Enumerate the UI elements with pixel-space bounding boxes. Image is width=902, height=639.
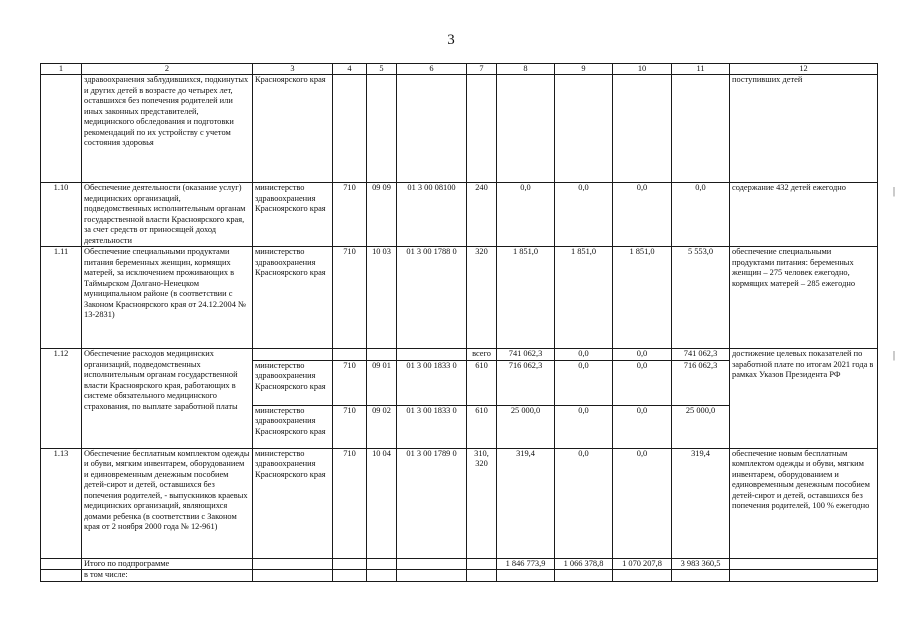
target-article-code: 01 3 00 1788 0 (397, 247, 467, 349)
amount-year-1: 0,0 (497, 183, 555, 247)
executor: министерство здравоохранения Красноярского края (253, 448, 333, 558)
amount-year-1: 319,4 (497, 448, 555, 558)
executor (253, 349, 333, 361)
section-code: 09 01 (367, 360, 397, 405)
column-header: 11 (672, 64, 730, 75)
table-row (41, 349, 878, 361)
subtotal-label: Итого по подпрограмме (82, 558, 253, 570)
subtotal-year-2: 1 066 378,8 (555, 558, 613, 570)
amount-total: 25 000,0 (672, 405, 730, 448)
amount-year-1: 25 000,0 (497, 405, 555, 448)
expense-type-code: 610 (467, 405, 497, 448)
amount-total: 741 062,3 (672, 349, 730, 361)
amount-year-2: 0,0 (555, 448, 613, 558)
executor: министерство здравоохранения Красноярского края (253, 405, 333, 448)
column-header: 6 (397, 64, 467, 75)
amount-year-3: 0,0 (613, 448, 672, 558)
margin-mark: | (893, 186, 896, 197)
amount-total: 5 553,0 (672, 247, 730, 349)
including-row (41, 570, 878, 582)
activity-name: Обеспечение бесплатным комплектом одежды и обуви, мягким инвентарем, оборудованием и единовременным денежным пособием детей-сирот и детей, оставшихся без попечения родителей, - выпускников краевых медицинских организаций, являющихся домами ребенка (в соответствии с Законом края от 2 ноября 2000 года № 12-961) (82, 448, 253, 558)
activity-name: здравоохранения заблудившихся, подкинутых и других детей в возрасте до четырех лет, оставшихся без попечения родителей или иных законных представителей, медицинского обследования и подготовки рекомендаций по их устройству с учетом состояния здоровья (82, 75, 253, 183)
column-header: 10 (613, 64, 672, 75)
amount-year-3: 0,0 (613, 405, 672, 448)
subtotal-year-3: 1 070 207,8 (613, 558, 672, 570)
executor: министерство здравоохранения Красноярского края (253, 183, 333, 247)
table-row (41, 247, 878, 349)
amount-year-2: 1 851,0 (555, 247, 613, 349)
executor: Красноярского края (253, 75, 333, 183)
subtotal-total: 3 983 360,5 (672, 558, 730, 570)
target-article-code: 01 3 00 08100 (397, 183, 467, 247)
expected-result: достижение целевых показателей по заработной плате по итогам 2021 года в рамках Указов Президента РФ (730, 349, 878, 449)
column-header: 7 (467, 64, 497, 75)
amount-year-2: 0,0 (555, 349, 613, 361)
amount-year-3: 0,0 (613, 349, 672, 361)
amount-year-1: 741 062,3 (497, 349, 555, 361)
row-number: 1.11 (41, 247, 82, 349)
target-article-code: 01 3 00 1833 0 (397, 360, 467, 405)
amount-year-2: 0,0 (555, 183, 613, 247)
expected-result: поступивших детей (730, 75, 878, 183)
expense-type-code: 240 (467, 183, 497, 247)
activity-name: Обеспечение специальными продуктами питания беременных женщин, кормящих матерей, за исключением проживающих в Таймырском Долгано-Ненецком муниципальном районе (в соответствии с Законом Красноярского края от 24.12.2004 № 13-2831) (82, 247, 253, 349)
amount-year-3: 1 851,0 (613, 247, 672, 349)
section-code: 09 02 (367, 405, 397, 448)
column-header: 2 (82, 64, 253, 75)
executor: министерство здравоохранения Красноярского края (253, 360, 333, 405)
section-code: 10 03 (367, 247, 397, 349)
expense-type-code: 610 (467, 360, 497, 405)
expected-result: содержание 432 детей ежегодно (730, 183, 878, 247)
activity-name: Обеспечение деятельности (оказание услуг) медицинских организаций, подведомственных исполнительным органам государственной власти Красноярского края, за счет средств от приносящей доход деятельности (82, 183, 253, 247)
amount-year-2: 0,0 (555, 405, 613, 448)
amount-year-3: 0,0 (613, 183, 672, 247)
amount-year-1: 716 062,3 (497, 360, 555, 405)
expense-type-code: 320 (467, 247, 497, 349)
grbs-code: 710 (333, 448, 367, 558)
row-number: 1.10 (41, 183, 82, 247)
column-header: 9 (555, 64, 613, 75)
expense-type-code: 310, 320 (467, 448, 497, 558)
row-number: 1.13 (41, 448, 82, 558)
margin-mark: | (893, 350, 896, 361)
executor: министерство здравоохранения Красноярского края (253, 247, 333, 349)
section-code: 09 09 (367, 183, 397, 247)
expense-type-code: всего (467, 349, 497, 361)
column-header: 4 (333, 64, 367, 75)
amount-year-2: 0,0 (555, 360, 613, 405)
amount-year-1: 1 851,0 (497, 247, 555, 349)
expected-result: обеспечение специальными продуктами питания: беременных женщин – 275 человек ежегодно, кормящих матерей – 285 ежегодно (730, 247, 878, 349)
target-article-code: 01 3 00 1833 0 (397, 405, 467, 448)
column-header: 12 (730, 64, 878, 75)
amount-total: 319,4 (672, 448, 730, 558)
table-row (41, 448, 878, 558)
column-header: 5 (367, 64, 397, 75)
amount-year-3: 0,0 (613, 360, 672, 405)
subtotal-year-1: 1 846 773,9 (497, 558, 555, 570)
row-number: 1.12 (41, 349, 82, 449)
header-row (41, 64, 878, 75)
section-code: 10 04 (367, 448, 397, 558)
subtotal-row (41, 558, 878, 570)
grbs-code: 710 (333, 247, 367, 349)
target-article-code: 01 3 00 1789 0 (397, 448, 467, 558)
activity-name: Обеспечение расходов медицинских организаций, подведомственных исполнительным органам государственной власти Красноярского края, работающих в системе обязательного медицинского страхования, по выплате заработной платы (82, 349, 253, 449)
table-row (41, 183, 878, 247)
table-row (41, 75, 878, 183)
grbs-code: 710 (333, 183, 367, 247)
expected-result: обеспечение новым бесплатным комплектом одежды и обуви, мягким инвентарем, оборудованием и единовременным денежным пособием детей-сирот и детей, оставшихся без попечения родителей, 100 % ежегодно (730, 448, 878, 558)
program-table (40, 63, 878, 582)
grbs-code: 710 (333, 405, 367, 448)
including-label: в том числе: (82, 570, 253, 582)
row-number (41, 75, 82, 183)
column-header: 8 (497, 64, 555, 75)
amount-total: 0,0 (672, 183, 730, 247)
amount-total: 716 062,3 (672, 360, 730, 405)
page-number: 3 (447, 32, 455, 48)
column-header: 3 (253, 64, 333, 75)
column-header: 1 (41, 64, 82, 75)
grbs-code: 710 (333, 360, 367, 405)
